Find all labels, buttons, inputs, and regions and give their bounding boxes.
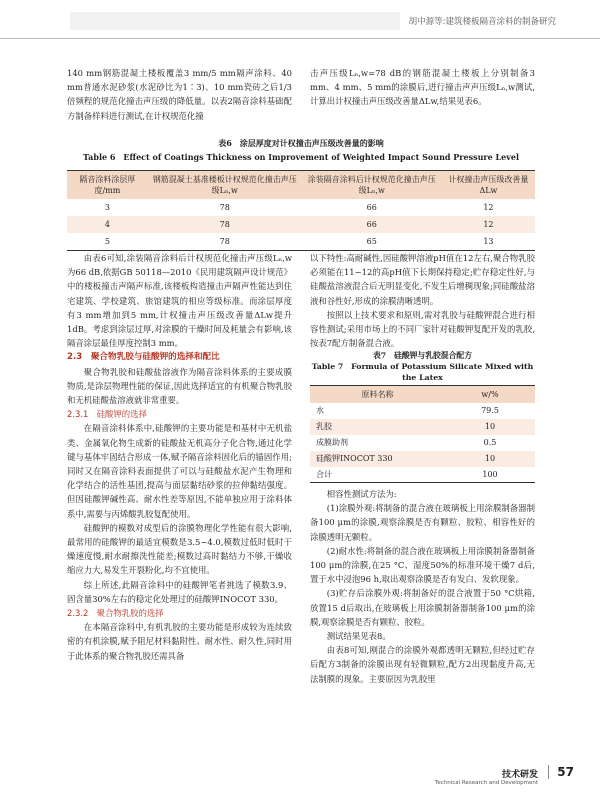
subsection-heading: 2.3.2 聚合物乳胶的选择 — [67, 608, 164, 619]
table-cell: 10 — [445, 451, 535, 467]
right-column-lower — [310, 487, 535, 686]
table-row — [67, 233, 535, 250]
table-cell: 合计 — [316, 469, 332, 479]
paragraph: 测试结果见表8。 — [326, 631, 391, 642]
right-column-main — [310, 251, 535, 350]
paragraph: 击声压级Lₙ,w=78 dB的钢筋混凝土楼板上分别制备3 mm、4 mm、5 mm的涂膜后,进行撞击声声压级Lₙ,w测试,计算出计权撞击声压级改善量ΔLw,结果见表6。 — [310, 68, 535, 107]
paragraph: (3)贮存后涂膜外观:将制备好的混合液置于50 °C烘箱,放置15 d后取出,在玻璃板上用涂膜制备器制备100 μm的涂膜,观察涂膜是否有颗粒、胶粒。 — [310, 588, 535, 627]
paragraph: 在隔音涂料体系中,硅酸钾的主要功能是和基材中无机盐类、金属氧化物生成新的硅酸盐无机高分子化合物,通过化学键与基体牢固结合形成一体,赋予隔音涂料固化后的锚固作用;同时又在隔音涂料表面提供了可以与硅酸盐水泥产生物理和化学结合的活性基团,提高与面层黏结砂浆的拉伸黏结强度。但因硅酸钾碱性高、耐水性差等原因,不能单独应用于涂料体系中,需要与丙烯酸乳胶复配使用。 — [67, 423, 292, 519]
section-heading: 2.3 聚合物乳胶与硅酸钾的选择和配比 — [67, 352, 220, 363]
paragraph: (2)耐水性:将制备的混合液在玻璃板上用涂膜制备器制备100 μm的涂膜,在25 °C、湿度50%的标准环境干燥7 d后,置于水中浸泡96 h,取出观察涂膜是否有发白、发软现象。 — [310, 545, 535, 585]
running-title: 胡中源等:建筑楼板隔音涂料的制备研究 — [408, 17, 556, 27]
table-header: w/% — [445, 386, 535, 403]
paragraph: 按照以上技术要求和原则,需对乳胶与硅酸钾混合进行相容性测试;采用市场上的不同厂家针对硅酸钾复配开发的乳胶,按表7配方制备混合液。 — [310, 309, 535, 349]
table-cell: 78 — [148, 216, 302, 233]
table7-caption-en: Table 7 Formula of Potassium Silicate Mixed with the Latex — [311, 362, 534, 382]
page-number: 57 — [548, 765, 574, 779]
table-row — [67, 199, 535, 216]
table-header: 钢筋混凝土基准楼板计权规范化撞击声压级Lₙ,w — [148, 171, 302, 200]
table-cell: 0.5 — [483, 438, 497, 447]
right-column-top — [310, 66, 535, 109]
table-cell: 硅酸钾INOCOT 330 — [310, 451, 445, 467]
paragraph: (1)涂膜外观:将制备的混合液在玻璃板上用涂膜制备器制备100 μm的涂膜,观察涂膜是否有颗粒、胶粒、相容性好的涂膜透明无颗粒。 — [310, 503, 535, 542]
table-cell: 66 — [366, 203, 377, 212]
table-row — [310, 403, 535, 419]
table-cell: 65 — [366, 236, 377, 246]
table-cell: 12 — [442, 216, 535, 233]
table-row — [310, 451, 535, 467]
paragraph: 相容性测试方法为: — [326, 489, 397, 499]
table-header: 计权撞击声压级改善量ΔLw — [442, 171, 535, 200]
table7 — [310, 385, 535, 483]
table-cell: 5 — [104, 236, 110, 246]
table-header: 隔音涂料涂层厚度/mm — [67, 171, 148, 200]
paragraph: 由表6可知,涂装隔音涂料后计权规范化撞击声压级Lₙ,w为66 dB,依据GB 50118—2010《民用建筑隔声设计规范》中的楼板撞击声隔声标准,该楼板构造撞击声隔声性能达到住宅建筑、学校建筑、旅馆建筑的相应等级标准。而涂层厚度有3 mm增加到5 mm,计权撞击声压级改善量ΔLw提升1dB。考虑到涂层过厚,对涂膜的干燥时间及耗量会有影响,该隔音涂层最佳厚度控制3 mm。 — [67, 253, 292, 349]
header-rule — [0, 38, 600, 39]
table-cell: 3 — [104, 203, 110, 212]
table-header: 涂装隔音涂料后计权规范化撞击声压级Lₙ,w — [302, 171, 442, 200]
left-column-top — [67, 66, 292, 123]
paragraph: 硅酸钾的模数对成型后的涂膜物理化学性能有很大影响,最常用的硅酸钾的最适宜模数是3.5~4.0,模数过低时低时干燥速度慢,耐水耐擦洗性能差;模数过高时黏结力不够,干燥收缩应力大,易发生开裂粉化,均不宜使用。 — [67, 522, 292, 576]
table7-caption — [310, 350, 535, 383]
table-row — [310, 467, 535, 483]
footer-section-name-en: Technical Research and Development — [434, 780, 538, 786]
table-cell: 13 — [483, 236, 494, 246]
table-cell: 100 — [482, 469, 498, 479]
paragraph: 综上所述,此隔音涂料中的硅酸钾笔者挑选了模数3.9、固含量30%左右的稳定化处理过的硅酸钾INOCOT 330。 — [67, 579, 292, 604]
paragraph: 140 mm钢筋混凝土楼板覆盖3 mm/5 mm隔声涂料、40 mm普通水泥砂浆(水泥砂比为1∶3)、10 mm瓷砖之后1/3倍频程的规范化撞击声压级的降低量。以表2隔音涂料基础配方制备样料进行测试,在计权规范化撞 — [67, 68, 292, 121]
left-column-main — [67, 251, 292, 663]
table6-caption-en: Table 6 Effect of Coatings Thickness on Improvement of Weighted Impact Sound Pressure Level — [82, 152, 520, 162]
page-footer — [434, 765, 574, 786]
table-cell: 78 — [219, 236, 230, 246]
table-cell: 78 — [219, 203, 230, 212]
table-cell: 66 — [302, 216, 442, 233]
table-cell: 12 — [483, 203, 494, 212]
paragraph: 在本隔音涂料中,有机乳胶的主要功能是形成较为连续致密的有机涂膜,赋予阻尼材料黏附性、耐水性、耐久性,同时用于此体系的聚合物乳胶还需具备 — [67, 622, 292, 661]
table-row — [310, 419, 535, 435]
paragraph: 以下特性:高耐碱性,因硅酸钾溶液pH值在12左右,聚合物乳胶必须能在11~12的高pH值下长期保持稳定;贮存稳定性好,与硅酸盐溶液混合后无明显变化,不发生后增稠现象;同硅酸盐溶液和谷性好,形成的涂膜清晰透明。 — [310, 253, 535, 306]
header-band — [70, 12, 400, 30]
paragraph: 由表8可知,刚混合的涂膜外观都透明无颗粒,但经过贮存后配方3制备的涂膜出现有轻微颗粒,配方2出现黏度升高,无法制膜的现象。主要原因为乳胶里 — [310, 645, 535, 684]
table-row — [310, 435, 535, 451]
table-cell: 10 — [445, 419, 535, 435]
table-row — [67, 216, 535, 233]
table-cell: 79.5 — [481, 406, 499, 415]
table6 — [67, 170, 535, 251]
table-cell: 乳胶 — [310, 419, 445, 435]
subsection-heading: 2.3.1 硅酸钾的选择 — [67, 409, 147, 420]
table-cell: 成膜助剂 — [316, 438, 348, 447]
footer-section-name: 技术研发 — [501, 770, 538, 780]
page-header — [0, 0, 600, 40]
table6-caption-cn: 表6 涂层厚度对计权撞击声压级改善量的影响 — [218, 138, 384, 148]
table-cell: 4 — [67, 216, 148, 233]
table-cell: 水 — [316, 406, 324, 415]
table-header: 原料名称 — [310, 386, 445, 403]
table7-caption-cn: 表7 硅酸钾与乳胶混合配方 — [373, 351, 472, 360]
paragraph: 聚合物乳胶和硅酸盐溶液作为隔音涂料体系的主要成膜物质,是涂层物理性能的保证,因此选择适宜的有机聚合物乳胶和无机硅酸盐溶液就非常重要。 — [67, 366, 292, 406]
